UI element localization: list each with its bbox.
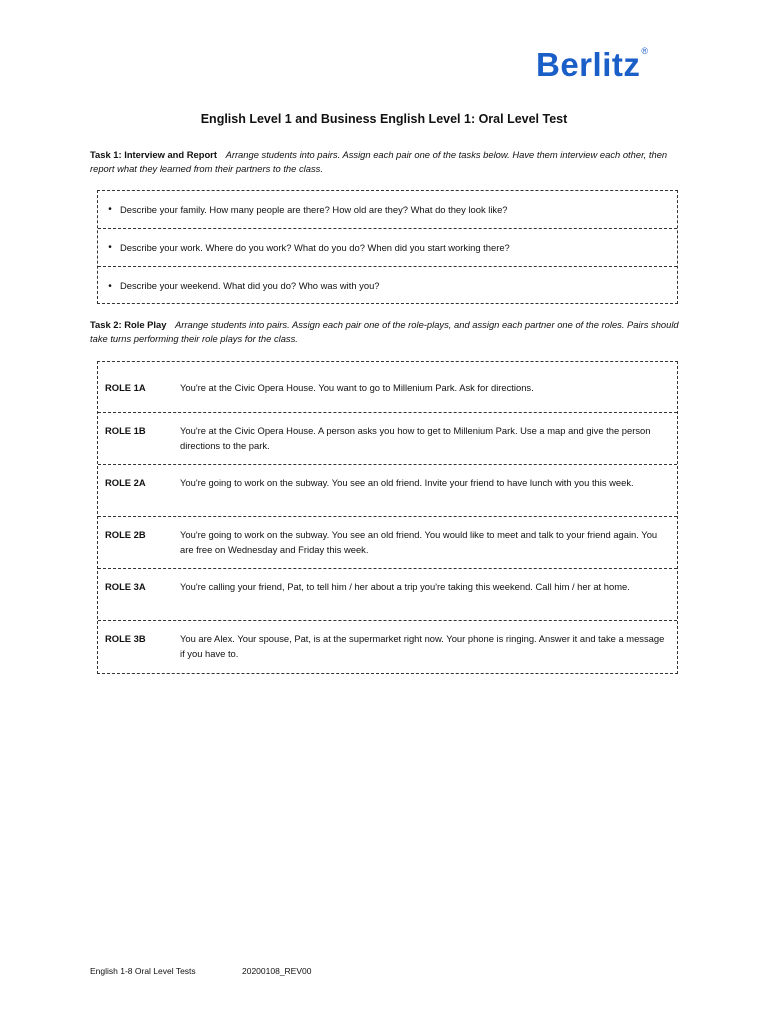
table-row [98,465,677,517]
list-item [98,191,677,229]
role-label: ROLE 2B [105,529,146,540]
role-description: You are Alex. Your spouse, Pat, is at the supermarket right now. Your phone is ringing. Answer it and take a message if you have to. [180,633,665,659]
table-row [98,413,677,465]
table-row [98,569,677,621]
role-description: You're at the Civic Opera House. A person asks you how to get to Millenium Park. Use a map and give the person directions to the park. [180,425,651,451]
berlitz-logo [536,46,648,86]
task1-box [97,190,678,304]
bullet-icon: • [108,204,112,215]
role-label: ROLE 3A [105,581,146,592]
bullet-icon: • [108,242,112,253]
role-description: You're going to work on the subway. You see an old friend. Invite your friend to have lunch with you this week. [180,477,634,488]
role-label: ROLE 1A [105,382,146,393]
task2-label: Task 2: Role Play [90,319,167,330]
bullet-icon: • [108,280,112,292]
role-label: ROLE 1B [105,425,146,436]
task1-item-text: Describe your work. Where do you work? What do you do? When did you start working there? [120,241,510,253]
footer-revision: 20200108_REV00 [242,966,312,976]
table-row [98,621,677,674]
task1-label: Task 1: Interview and Report [90,149,217,160]
task1-intro [90,148,680,176]
registered-mark: ® [641,46,648,56]
task1-item-text: Describe your family. How many people are there? How old are they? What do they look like? [120,203,508,215]
list-item [98,229,677,267]
role-description: You're going to work on the subway. You see an old friend. You would like to meet and talk to your friend again. You are free on Wednesday and Friday this week. [180,529,658,555]
task1-description: Arrange students into pairs. Assign each pair one of the tasks below. Have them interview each other, then report what they learned from their partners to the class. [90,149,668,174]
list-item [98,267,677,305]
role-description: You're calling your friend, Pat, to tell him / her about a trip you're taking this weekend. Call him / her at home. [180,581,630,592]
role-description: You're at the Civic Opera House. You want to go to Millenium Park. Ask for directions. [180,382,534,393]
role-play-table [97,361,678,674]
task1-item-text: Describe your weekend. What did you do? Who was with you? [120,280,380,291]
table-row [98,362,677,413]
role-label: ROLE 2A [105,477,146,488]
table-row [98,517,677,569]
task2-description: Arrange students into pairs. Assign each pair one of the role-plays, and assign each partner one of the roles. Pairs should take turns performing their role plays for the class. [90,319,679,344]
document-title: English Level 1 and Business English Level 1: Oral Level Test [200,112,568,126]
role-label: ROLE 3B [105,633,146,644]
footer-doc-name: English 1-8 Oral Level Tests [90,966,196,976]
task2-intro [90,318,680,346]
logo-wordmark: Berlitz [536,46,641,83]
